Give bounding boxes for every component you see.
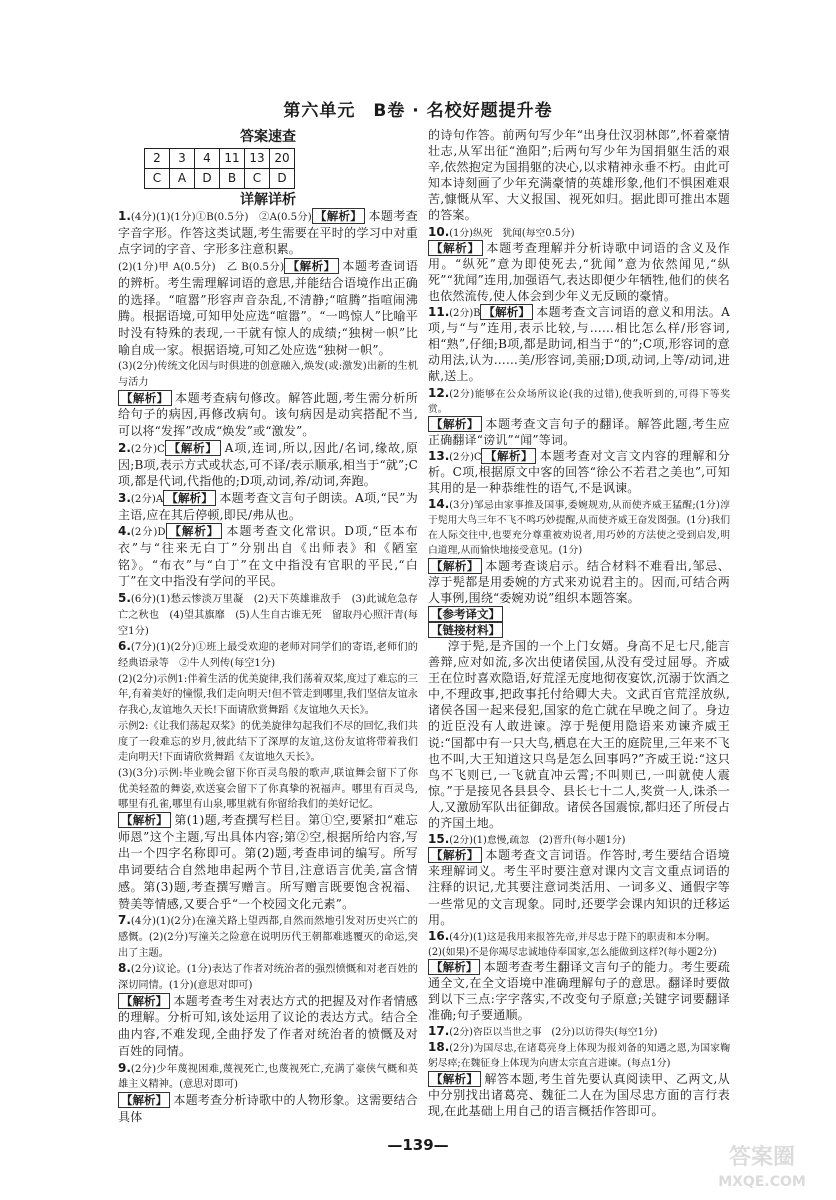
answer-paragraph bbox=[118, 1093, 418, 1126]
question-number: 2. bbox=[118, 440, 131, 455]
left-answers bbox=[118, 209, 418, 1126]
question-number: 10. bbox=[428, 224, 450, 239]
answer-text: (2分)C bbox=[449, 451, 482, 463]
answer-paragraph bbox=[428, 639, 730, 832]
answer-key-answer: B bbox=[220, 169, 245, 189]
explanation-tag: 【解析】 bbox=[118, 812, 171, 828]
answer-paragraph bbox=[118, 441, 418, 491]
explanation-text: 本题考查对文言文内容的理解和分析。C项,根据原文中客的回答“徐公不若君之美也”,可知其用的是一种恭维性的语气,不是讽谏。 bbox=[428, 448, 731, 496]
answer-paragraph bbox=[428, 607, 730, 623]
watermark-text: 答案圈 bbox=[728, 1145, 796, 1170]
explanation-tag: 【解析】 bbox=[166, 523, 223, 539]
answer-paragraph bbox=[118, 491, 418, 524]
answer-paragraph bbox=[428, 225, 730, 241]
question-number: 16. bbox=[428, 928, 450, 943]
explanation-tag: 【解析】 bbox=[118, 993, 170, 1009]
answer-paragraph bbox=[118, 719, 418, 766]
explanation-text: 解答本题,考生首先要认真阅读甲、乙两文,从中分别找出诸葛亮、魏征二人在为国尽忠方面的言行表现,在此基础上用自己的语言概括作答即可。 bbox=[428, 1071, 730, 1118]
answer-paragraph bbox=[118, 913, 418, 961]
explanation-text: 本题考查文言词语。作答时,考生要结合语境来理解词义。考生平时要注意对课内文言文重点词语的注释的识记,尤其要注意词类活用、一词多义、通假字等一些常见的文言现象。同时,还要学会课内知识的迁移运用。 bbox=[428, 848, 730, 927]
page-title: 第六单元 B卷 · 名校好题提升卷 bbox=[283, 101, 553, 121]
answer-paragraph bbox=[428, 128, 730, 225]
answer-text: (2分)(1)怠慢,疏忽 (2)晋升(每小题1分) bbox=[449, 835, 626, 847]
answer-paragraph bbox=[118, 259, 418, 359]
explanation-tag: 【解析】 bbox=[118, 390, 172, 406]
answer-key-number: 13 bbox=[245, 149, 270, 169]
explanation-tag: 【解析】 bbox=[428, 416, 482, 432]
explanation-text: 本题考查文言句子的翻译。解答此题,考生应正确翻译“谤讥”“闻”等词。 bbox=[428, 416, 730, 447]
question-number: 14. bbox=[428, 497, 450, 512]
answer-paragraph bbox=[118, 524, 418, 591]
answer-paragraph bbox=[428, 945, 730, 960]
answer-text: (2分)能够在公众场所议论(我的过错),使我听到的,可得下等奖赏。 bbox=[428, 388, 730, 415]
question-number: 12. bbox=[428, 385, 450, 400]
explanation-tag: 【解析】 bbox=[480, 304, 533, 320]
explanation-tag: 【解析】 bbox=[312, 208, 365, 224]
explanation-text: 第(1)题,考查撰写栏目。第①空,要紧扣“难忘师恩”这个主题,写出具体内容;第②空,根据所给内容,写出一个四字名称即可。第(2)题,考查串词的编写。所写串词要结合自然地串起两个节目,注意语言优美,富含情感。第(3)题,考查撰写赠言。所写赠言既要饱含祝福、赞美等情感,又要合乎“一个校园文化元素”。 bbox=[118, 813, 419, 911]
answer-paragraph bbox=[428, 305, 730, 385]
answer-paragraph bbox=[118, 672, 418, 719]
answer-text: (3)(2分)传统文化因与时俱进的创意融入,焕发(或:激发)出新的生机与活力 bbox=[118, 361, 418, 389]
question-number: 17. bbox=[428, 1024, 450, 1039]
answer-text: (2)(1分)甲 A(0.5分) 乙 B(0.5分) bbox=[118, 262, 285, 274]
question-number: 3. bbox=[118, 490, 131, 505]
answer-paragraph bbox=[428, 1072, 730, 1120]
explanation-tag: 【解析】 bbox=[428, 959, 480, 975]
answer-text: (3分)邹忌由家事推及国事,委婉规劝,从而使齐威王猛醒;(1分)淳于髡用大鸟三年不飞不鸣巧妙提醒,从而使齐威王奋发图强。(1分)我们在人际交往中,也要充分尊重被劝说者,用巧妙的方法使之受到启发,明白道理,从而愉快地接受意见。(1分) bbox=[428, 500, 730, 557]
question-number: 13. bbox=[428, 448, 450, 463]
explanation-tag: 【解析】 bbox=[428, 558, 482, 574]
question-number: 15. bbox=[428, 832, 450, 847]
answer-text: (3)(3分)示例:毕业晚会留下你百灵鸟般的歌声,联谊舞会留下了你优美轻盈的舞姿,欢送宴会留下了你真挚的祝福声。哪里有百灵鸟,哪里有孔雀,哪里有山泉,哪里就有你留给我们的美好记忆。 bbox=[118, 767, 418, 811]
answer-paragraph bbox=[428, 241, 730, 305]
question-number: 8. bbox=[118, 961, 131, 976]
answer-text: (7分)(1)(2分)①班上最受欢迎的老师对同学们的寄语,老师们的经典语录等 ②牛人列传(每空1分) bbox=[118, 642, 418, 669]
answer-text: (2分)少年蔑视困难,蔑视死亡,也蔑视死亡,充满了豪侠气概和英雄主义精神。(意思对即可) bbox=[118, 1063, 418, 1091]
answer-text: (4分)(1)这是我用来报答先帝,并尽忠于陛下的职责和本分啊。 bbox=[449, 931, 716, 943]
answer-text: (4分)(1)(2分)在潼关路上望西都,自然而然地引发对历史兴亡的感慨。(2)(2分)写潼关之险意在说明历代王朝都难逃覆灭的命运,突出了主题。 bbox=[118, 916, 418, 959]
explanation-tag: 【解析】 bbox=[481, 448, 536, 464]
answer-text: (2分)议论。(1分)表达了作者对统治者的强烈愤慨和对老百姓的深切同情。(1分)(意思对即可) bbox=[118, 964, 418, 992]
explanation-text: 本题考查考生翻译文言句子的能力。考生要疏通全文,在全文语境中准确理解句子的意思。翻译时要做到以下三点:字字落实,不改变句子原意;关键字词要翻译准确;句子要通顺。 bbox=[428, 959, 730, 1023]
answer-text: (2分)A bbox=[130, 493, 164, 505]
answer-key-number: 20 bbox=[270, 149, 295, 169]
left-column bbox=[118, 128, 418, 1126]
answer-paragraph bbox=[428, 386, 730, 417]
question-number: 6. bbox=[118, 639, 131, 654]
answer-paragraph bbox=[118, 591, 418, 639]
answer-paragraph bbox=[428, 497, 730, 558]
answer-paragraph bbox=[118, 391, 418, 441]
answer-paragraph bbox=[118, 639, 418, 671]
answer-paragraph bbox=[118, 961, 418, 993]
explanation-text: 本题考查文化常识。D项,“臣本布衣”与“往来无白丁”分别出自《出师表》和《陋室铭》。“布衣”与“白丁”在文中指没有官职的平民,“白丁”在文中指没有学问的平民。 bbox=[118, 524, 419, 589]
answer-paragraph bbox=[118, 994, 418, 1061]
answer-text: (2)(2分)示例1:伴着生活的优美旋律,我们荡着双桨,度过了难忘的三年,有着美好的憧憬,我们走向明天!但不管走到哪里,我们坚信友谊永存我心,友谊地久天长!下面请欣赏舞蹈《友谊地久天长》。 bbox=[118, 673, 418, 717]
question-number: 7. bbox=[118, 913, 131, 928]
answer-key-numbers-row bbox=[145, 149, 295, 169]
explanation-text: 本题考查文言句子朗读。A项,“民”为主语,应在其后停顿,即民/弗从也。 bbox=[118, 490, 418, 522]
answer-paragraph bbox=[428, 1024, 730, 1040]
answer-paragraph bbox=[118, 766, 418, 813]
question-number: 1. bbox=[118, 209, 131, 223]
answer-key-table bbox=[144, 148, 295, 189]
answer-text: (2分)B bbox=[449, 308, 481, 320]
answer-key-answer: A bbox=[170, 169, 195, 189]
explanation-text: 淳于髡,是齐国的一个上门女婿。身高不足七尺,能言善辩,应对如流,多次出使诸侯国,从没有受过屈辱。齐威王在位时喜欢隐语,好荒淫无度地彻夜宴饮,沉溺于饮酒之中,不理政事,把政事托付给卿大夫。文武百官荒淫放纵,诸侯各国一起来侵犯,国家的危亡就在早晚之间了。身边的近臣没有人敢进谏。淳于髡便用隐语来劝谏齐威王说:“国都中有一只大鸟,栖息在大王的庭院里,三年来不飞也不叫,大王知道这只鸟是怎么回事吗?”齐威王说:“这只鸟不飞则已,一飞就直冲云霄;不叫则已,一叫就使人震惊。”于是接见各县县令、县长七十二人,奖赏一人,诛杀一人,又激励军队出征御敌。诸侯各国震惊,都归还了所侵占的齐国土地。 bbox=[428, 639, 730, 831]
answer-key-number: 3 bbox=[170, 149, 195, 169]
answer-paragraph bbox=[428, 559, 730, 607]
answer-key-answer: C bbox=[245, 169, 270, 189]
page-number: —139— bbox=[387, 1136, 449, 1154]
answer-key-answer: D bbox=[270, 169, 295, 189]
right-column bbox=[428, 128, 730, 1120]
answer-paragraph bbox=[428, 623, 730, 639]
right-answers bbox=[428, 128, 730, 1120]
answer-text: (4分)(1)(1分)①B(0.5分) ②A(0.5分) bbox=[130, 212, 312, 223]
answer-text: (2分)C bbox=[130, 443, 165, 455]
answer-text: (2分)D bbox=[130, 527, 166, 539]
answer-key-answer: D bbox=[195, 169, 220, 189]
explanation-text: 本题考查病句修改。解答此题,考生需分析所给句子的病因,再修改病句。该句病因是动宾搭配不当,可以将“发挥”改成“焕发”或“激发”。 bbox=[118, 390, 419, 439]
watermark-url: MXQE.COM bbox=[718, 1174, 806, 1190]
explanation-text: 本题考查文言词语的意义和用法。A项,与“与”连用,表示比较,与……相比怎么样/形容词,相“熟”,仔细;B项,都是助词,相当于“的”;C项,形容词的意动用法,认为……美/形容词,美丽;D项,动词,上等/动词,进献,送上。 bbox=[428, 305, 730, 384]
question-number: 11. bbox=[428, 305, 450, 320]
explanation-tag: 【解析】 bbox=[165, 440, 221, 456]
answer-paragraph bbox=[428, 929, 730, 945]
explanation-text: 本题考查理解并分析诗歌中词语的含义及作用。“纵死”意为即使死去,“犹闻”意为依然闻见,“纵死”“犹闻”连用,加强语气,表达即便少年牺牲,他们的侠名也依然流传,使人体会到少年义无反顾的豪情。 bbox=[428, 240, 730, 303]
explanation-tag: 【解析】 bbox=[428, 1071, 481, 1087]
answer-text: (6分)(1)愁云惨淡万里凝 (2)天下英雄谁敌手 (3)此诚危急存亡之秋也 (4)望其旗靡 (5)人生自古谁无死 留取丹心照汗青(每空1分) bbox=[118, 594, 418, 637]
question-number: 4. bbox=[118, 524, 131, 539]
explanation-tag: 【链接材料】 bbox=[428, 622, 503, 638]
explanation-text: 本题考查分析诗歌中的人物形象。这需要结合具体 bbox=[118, 1092, 418, 1124]
answer-key-number: 11 bbox=[220, 149, 245, 169]
answer-paragraph bbox=[428, 417, 730, 449]
answer-text: 示例2:《让我们荡起双桨》的优美旋律勾起我们不尽的回忆,我们共度了一段难忘的岁月,彼此结下了深厚的友谊,这份友谊将带着我们走向明天!下面请欣赏舞蹈《友谊地久天长》。 bbox=[118, 720, 418, 764]
answer-paragraph bbox=[428, 848, 730, 928]
explanation-text: 本题考查谈启示。结合材料不难看出,邹忌、淳于髡都是用委婉的方式来劝说君主的。因而,可结合两人事例,围绕“委婉劝说”组织本题答案。 bbox=[428, 558, 730, 605]
answer-key-number: 4 bbox=[195, 149, 220, 169]
answer-paragraph bbox=[428, 449, 730, 497]
answer-text: (1分)纵死 犹闻(每空0.5分) bbox=[449, 227, 575, 239]
answer-text: (2分)为国尽忠,在诸葛亮身上体现为报刘备的知遇之恩,为国家鞠躬尽瘁;在魏征身上体现为向唐太宗直言进谏。(每点1分) bbox=[428, 1043, 730, 1070]
answer-key-number: 2 bbox=[145, 149, 170, 169]
answer-paragraph bbox=[118, 359, 418, 390]
answer-paragraph bbox=[428, 960, 730, 1024]
question-number: 5. bbox=[118, 591, 131, 606]
detail-heading: 详解详析 bbox=[240, 192, 296, 208]
answer-paragraph bbox=[428, 1040, 730, 1071]
explanation-tag: 【参考译文】 bbox=[428, 606, 503, 622]
answer-key-answer: C bbox=[145, 169, 170, 189]
explanation-text: 本题考查词语的辨析。考生需理解词语的意思,并能结合语境作出正确的选择。“喧嚣”形容声音杂乱,不清静;“喧腾”指喧闹沸腾。根据语境,可知甲处应选“喧嚣”。“一鸣惊人”比喻平时没有特殊的表现,一干就有惊人的成绩;“独树一帜”比喻自成一家。根据语境,可知乙处应选“独树一帜”。 bbox=[118, 259, 419, 357]
explanation-tag: 【解析】 bbox=[428, 240, 483, 256]
question-number: 9. bbox=[118, 1060, 131, 1075]
answer-key-answers-row bbox=[145, 169, 295, 189]
explanation-tag: 【解析】 bbox=[118, 1092, 170, 1108]
explanation-tag: 【解析】 bbox=[163, 490, 216, 506]
answer-text: (2分)咨臣以当世之事 (2分)以访得失(每空1分) bbox=[449, 1027, 658, 1039]
watermark-logo bbox=[706, 1138, 818, 1194]
explanation-text: 本题考查考生对表达方式的把握及对作者情感的理解。分析可知,该处运用了议论的表达方式。结合全曲内容,不难发现,全曲抒发了作者对统治者的愤慨及对百姓的同情。 bbox=[118, 993, 418, 1058]
question-number: 18. bbox=[428, 1040, 450, 1055]
explanation-text: 本题考查字音字形。作答这类试题,考生需要在平时的学习中对重点字词的字音、字形多注意积累。 bbox=[118, 209, 419, 257]
explanation-tag: 【解析】 bbox=[428, 847, 482, 863]
explanation-text: 的诗句作答。前两句写少年“出身仕汉羽林郎”,怀着豪情壮志,从军出征“渔阳”;后两句写少年为国捐躯生活的艰辛,依然抱定为国捐躯的决心,以求精神永垂不朽。由此可知本诗刻画了少年充满豪情的英雄形象,他们不惧困难艰苦,慷慨从军、大义报国、视死如归。据此即可推出本题的答案。 bbox=[428, 128, 730, 223]
answer-paragraph bbox=[118, 209, 418, 259]
answer-paragraph bbox=[118, 813, 418, 913]
explanation-text: A项,连词,所以,因此/名词,缘故,原因;B项,表示方式或状态,可不译/表示顺承,相当于“就”;C项,都是代词,代指他的;D项,动词,养/动词,奔跑。 bbox=[118, 440, 418, 489]
answer-paragraph bbox=[428, 832, 730, 848]
answer-key-heading: 答案速查 bbox=[240, 129, 296, 145]
explanation-tag: 【解析】 bbox=[284, 258, 339, 274]
answer-paragraph bbox=[118, 1061, 418, 1093]
answer-text: (2)(如果)不是你竭尽忠诚地侍奉国家,怎么能做到这样?(每小题2分) bbox=[428, 946, 717, 958]
